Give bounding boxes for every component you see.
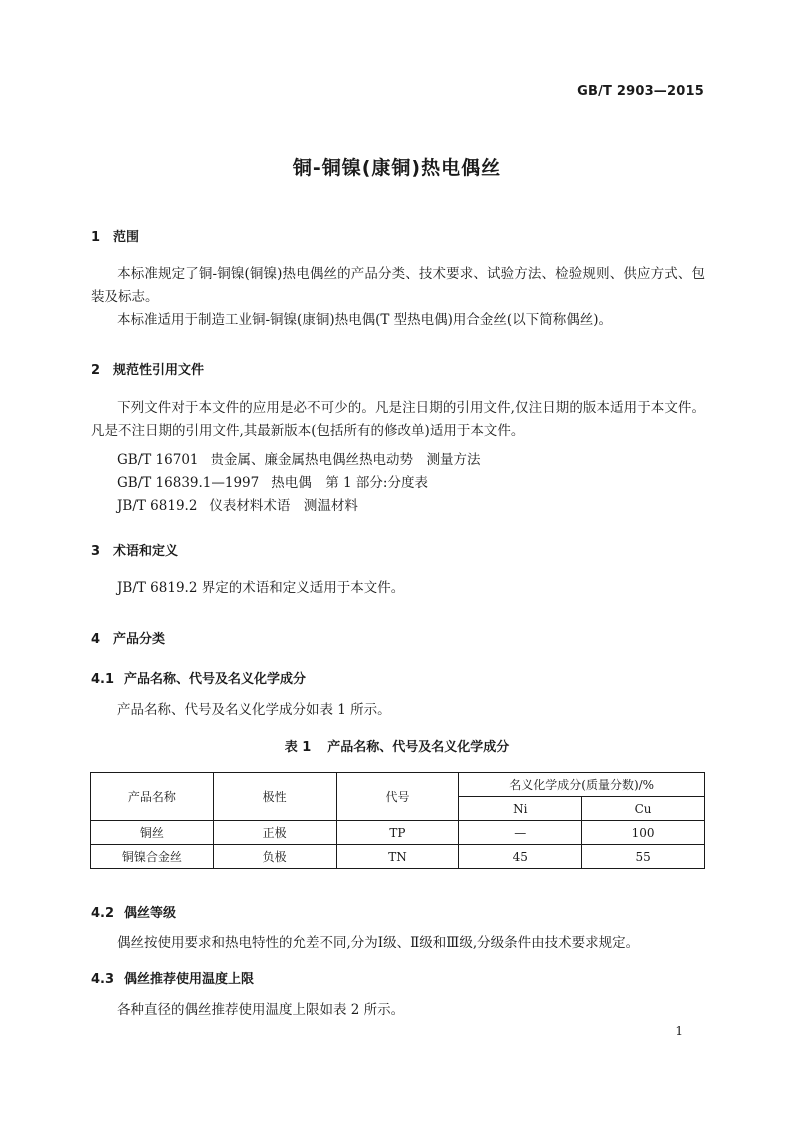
reference-item: JB/T 6819.2 仪表材料术语 测温材料: [117, 498, 358, 514]
header-composition: 名义化学成分(质量分数)/%: [459, 773, 705, 797]
cell-polarity: 正极: [213, 821, 336, 845]
header-ni: Ni: [459, 797, 582, 821]
cell-product-name: 铜镍合金丝: [91, 845, 214, 869]
header-polarity: 极性: [213, 773, 336, 821]
document-title: 铜-铜镍(康铜)热电偶丝: [292, 157, 502, 179]
section-number: 4: [91, 632, 101, 647]
section-title: 规范性引用文件: [113, 363, 205, 378]
section-2-heading: [91, 359, 204, 378]
table-header-row: [91, 773, 705, 797]
table-row: [91, 845, 705, 869]
section-3-heading: [91, 540, 178, 559]
section-title: 偶丝等级: [124, 906, 177, 921]
cell-cu: 55: [582, 845, 705, 869]
section-4-2-heading: [91, 902, 176, 921]
section-title: 产品名称、代号及名义化学成分: [124, 672, 307, 687]
section-4-heading: [91, 628, 165, 647]
section-1-paragraph-1: 本标准规定了铜-铜镍(铜镍)热电偶丝的产品分类、技术要求、试验方法、检验规则、供应方式、包装及标志。: [91, 266, 705, 305]
reference-item: GB/T 16839.1—1997 热电偶 第 1 部分:分度表: [117, 475, 428, 491]
section-number: 3: [91, 544, 101, 559]
cell-ni: 45: [459, 845, 582, 869]
header-code: 代号: [336, 773, 459, 821]
reference-item: GB/T 16701 贵金属、廉金属热电偶丝热电动势 测量方法: [117, 452, 481, 468]
section-number: 1: [91, 230, 101, 245]
section-4-1-paragraph: 产品名称、代号及名义化学成分如表 1 所示。: [117, 702, 391, 718]
section-number: 4.3: [91, 972, 115, 987]
page-number: 1: [675, 1024, 683, 1038]
section-title: 术语和定义: [113, 544, 179, 559]
cell-ni: —: [459, 821, 582, 845]
cell-code: TP: [336, 821, 459, 845]
section-3-paragraph-1: JB/T 6819.2 界定的术语和定义适用于本文件。: [117, 580, 405, 596]
cell-polarity: 负极: [213, 845, 336, 869]
cell-cu: 100: [582, 821, 705, 845]
section-4-2-paragraph: 偶丝按使用要求和热电特性的允差不同,分为Ⅰ级、Ⅱ级和Ⅲ级,分级条件由技术要求规定。: [117, 935, 640, 951]
section-title: 范围: [113, 230, 140, 245]
document-code: GB/T 2903—2015: [577, 84, 704, 99]
section-number: 4.2: [91, 906, 115, 921]
header-product-name: 产品名称: [91, 773, 214, 821]
section-number: 2: [91, 363, 101, 378]
cell-product-name: 铜丝: [91, 821, 214, 845]
header-cu: Cu: [582, 797, 705, 821]
section-4-3-paragraph: 各种直径的偶丝推荐使用温度上限如表 2 所示。: [117, 1002, 405, 1018]
section-title: 产品分类: [113, 632, 166, 647]
section-4-3-heading: [91, 968, 254, 987]
section-title: 偶丝推荐使用温度上限: [124, 972, 255, 987]
table-1-caption: 表 1 产品名称、代号及名义化学成分: [284, 740, 510, 755]
table-row: [91, 821, 705, 845]
section-1-paragraph-2: 本标准适用于制造工业铜-铜镍(康铜)热电偶(T 型热电偶)用合金丝(以下简称偶丝)。: [117, 312, 612, 328]
section-2-paragraph-1: 下列文件对于本文件的应用是必不可少的。凡是注日期的引用文件,仅注日期的版本适用于本文件。凡是不注日期的引用文件,其最新版本(包括所有的修改单)适用于本文件。: [91, 400, 705, 439]
section-1-heading: [91, 226, 139, 245]
table-1: [90, 772, 705, 869]
section-4-1-heading: [91, 668, 306, 687]
cell-code: TN: [336, 845, 459, 869]
section-number: 4.1: [91, 672, 115, 687]
